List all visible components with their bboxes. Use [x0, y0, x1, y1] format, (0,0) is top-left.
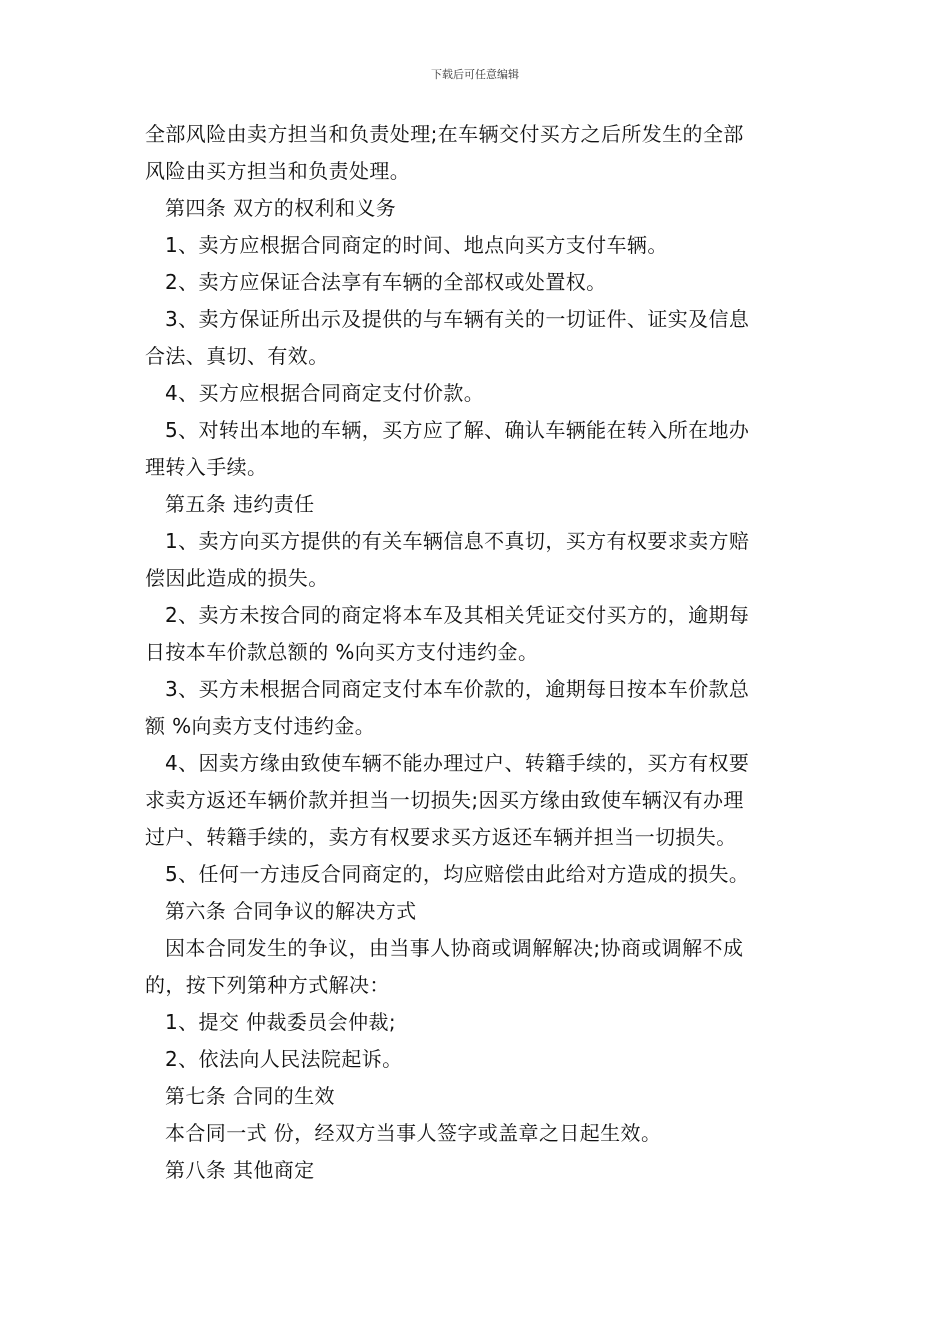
paragraph-line: 5、任何一方违反合同商定的，均应赔偿由此给对方造成的损失。	[165, 862, 750, 886]
paragraph-line: 1、提交 仲裁委员会仲裁;	[165, 1010, 397, 1034]
paragraph-line: 2、依法向人民法院起诉。	[165, 1047, 403, 1071]
paragraph-line: 2、卖方应保证合法享有车辆的全部权或处置权。	[165, 270, 607, 294]
paragraph-line: 理转入手续。	[145, 455, 268, 479]
paragraph-line: 偿因此造成的损失。	[145, 566, 329, 590]
paragraph-line: 1、卖方应根据合同商定的时间、地点向买方支付车辆。	[165, 233, 668, 257]
paragraph-line: 2、卖方未按合同的商定将本车及其相关凭证交付买方的，逾期每	[165, 603, 750, 627]
paragraph-line: 4、买方应根据合同商定支付价款。	[165, 381, 485, 405]
paragraph-line: 求卖方返还车辆价款并担当一切损失;因买方缘由致使车辆汉有办理	[145, 788, 744, 812]
page-header: 下载后可任意编辑	[431, 68, 519, 81]
paragraph-line: 第五条 违约责任	[165, 492, 315, 516]
paragraph-line: 5、对转出本地的车辆，买方应了解、确认车辆能在转入所在地办	[165, 418, 750, 442]
paragraph-line: 的，按下列第种方式解决：	[145, 973, 390, 997]
paragraph-line: 额 %向卖方支付违约金。	[145, 714, 376, 738]
paragraph-line: 第七条 合同的生效	[165, 1084, 335, 1108]
paragraph-line: 第六条 合同争议的解决方式	[165, 899, 417, 923]
paragraph-line: 3、卖方保证所出示及提供的与车辆有关的一切证件、证实及信息	[165, 307, 750, 331]
paragraph-line: 过户、转籍手续的，卖方有权要求买方返还车辆并担当一切损失。	[145, 825, 737, 849]
paragraph-line: 合法、真切、有效。	[145, 344, 329, 368]
paragraph-line: 4、因卖方缘由致使车辆不能办理过户、转籍手续的，买方有权要	[165, 751, 750, 775]
paragraph-line: 本合同一式 份，经双方当事人签字或盖章之日起生效。	[165, 1121, 662, 1145]
paragraph-line: 风险由买方担当和负责处理。	[145, 159, 411, 183]
paragraph-line: 3、买方未根据合同商定支付本车价款的，逾期每日按本车价款总	[165, 677, 750, 701]
paragraph-line: 1、卖方向买方提供的有关车辆信息不真切，买方有权要求卖方赔	[165, 529, 750, 553]
paragraph-line: 第四条 双方的权利和义务	[165, 196, 397, 220]
paragraph-line: 日按本车价款总额的 %向买方支付违约金。	[145, 640, 539, 664]
paragraph-line: 全部风险由卖方担当和负责处理;在车辆交付买方之后所发生的全部	[145, 122, 744, 146]
document-body	[145, 116, 810, 1189]
paragraph-line: 第八条 其他商定	[165, 1158, 315, 1182]
paragraph-line: 因本合同发生的争议，由当事人协商或调解解决;协商或调解不成	[165, 936, 744, 960]
